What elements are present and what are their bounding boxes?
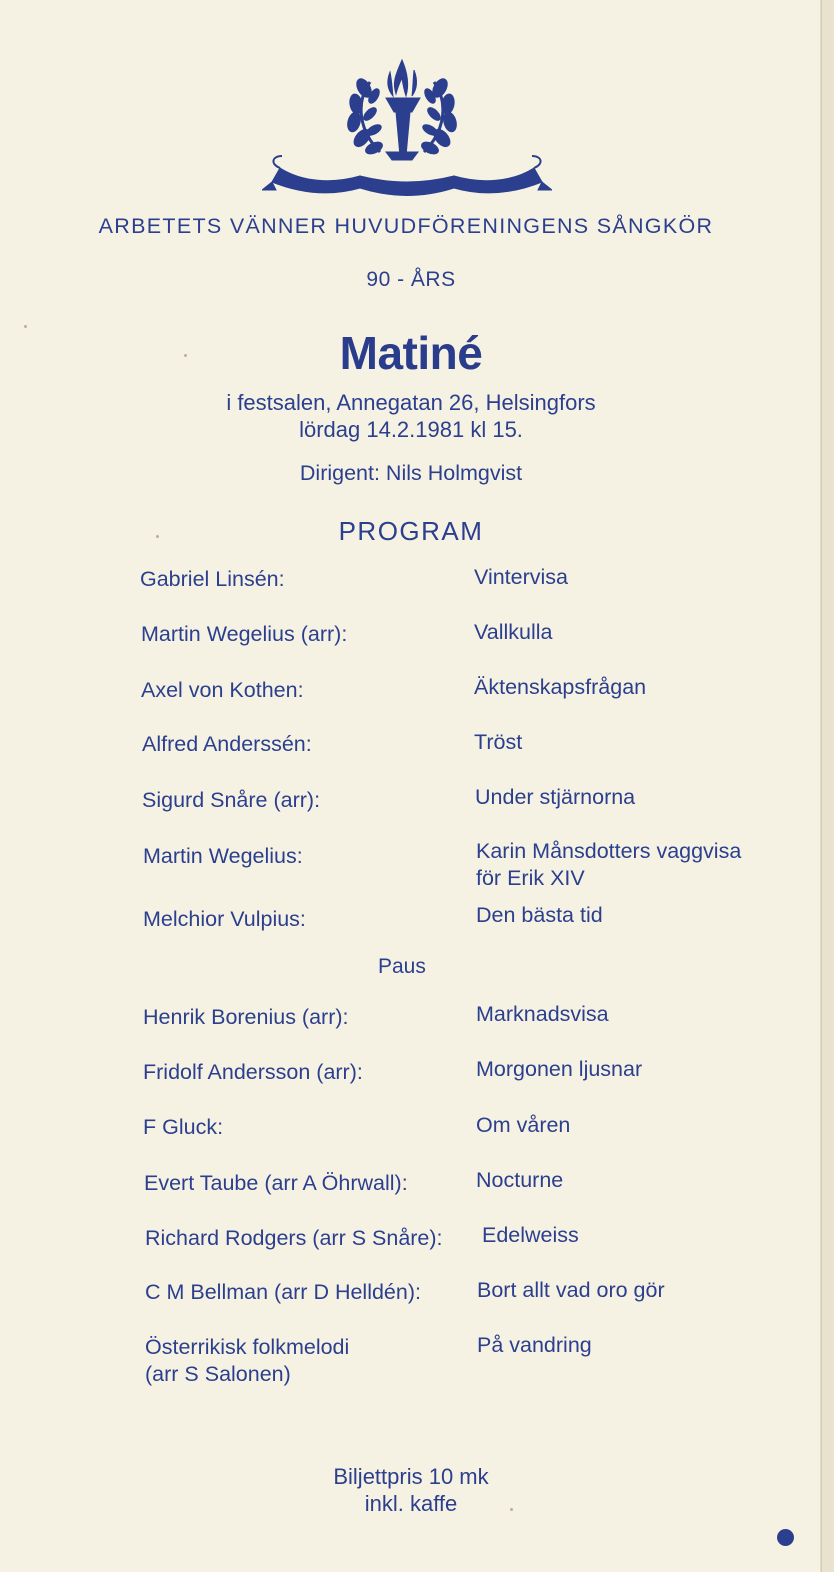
ticket-price — [0, 1463, 822, 1517]
program-piece — [476, 838, 741, 892]
program-composer: Alfred Anderssén: — [142, 732, 312, 756]
program-piece: Vintervisa — [474, 565, 569, 589]
program-piece-line-2: för Erik XIV — [476, 866, 585, 890]
program-composer-line-2: (arr S Salonen) — [145, 1362, 291, 1386]
intermission-label: Paus — [378, 955, 426, 978]
conductor-line: Dirigent: Nils Holmgvist — [299, 461, 523, 485]
torch-wreath-emblem-icon — [262, 52, 552, 208]
program-piece: Om våren — [476, 1113, 571, 1137]
program-composer: Melchior Vulpius: — [143, 907, 306, 931]
program-piece: Under stjärnorna — [475, 785, 636, 809]
program-piece: Nocturne — [476, 1168, 564, 1192]
program-composer: C M Bellman (arr D Helldén): — [145, 1280, 421, 1304]
venue-info — [0, 389, 822, 443]
program-piece: Äktenskapsfrågan — [474, 675, 647, 699]
price-line: Biljettpris 10 mk — [333, 1464, 489, 1489]
program-composer: F Gluck: — [143, 1115, 224, 1139]
program-composer: Sigurd Snåre (arr): — [142, 788, 321, 812]
program-piece: Edelweiss — [482, 1223, 579, 1247]
venue-line-2: lördag 14.2.1981 kl 15. — [299, 417, 523, 442]
punch-hole-dot — [777, 1529, 794, 1546]
society-name: ARBETETS VÄNNER HUVUDFÖRENINGENS SÅNGKÖR — [98, 214, 714, 238]
program-composer-line-1: Österrikisk folkmelodi — [145, 1335, 350, 1359]
event-title: Matiné — [339, 327, 483, 379]
program-piece: Tröst — [474, 730, 523, 754]
program-piece-line-1: Karin Månsdotters vaggvisa — [476, 839, 742, 863]
price-note: inkl. kaffe — [364, 1491, 458, 1516]
program-composer: Henrik Borenius (arr): — [143, 1005, 349, 1029]
program-composer: Fridolf Andersson (arr): — [143, 1060, 363, 1084]
program-piece: Bort allt vad oro gör — [477, 1278, 665, 1302]
program-composer: Evert Taube (arr A Öhrwall): — [144, 1171, 408, 1195]
program-composer: Gabriel Linsén: — [140, 567, 285, 591]
paper-edge — [821, 0, 834, 1572]
program-piece: Den bästa tid — [476, 903, 603, 927]
program-composer — [145, 1334, 349, 1388]
program-heading: PROGRAM — [338, 516, 484, 546]
program-piece: På vandring — [477, 1333, 592, 1357]
anniversary-label: 90 - ÅRS — [366, 268, 456, 291]
program-piece: Vallkulla — [474, 620, 553, 644]
program-composer: Martin Wegelius (arr): — [141, 622, 348, 646]
program-composer: Richard Rodgers (arr S Snåre): — [145, 1226, 443, 1250]
venue-line-1: i festsalen, Annegatan 26, Helsingfors — [226, 390, 596, 415]
program-composer: Martin Wegelius: — [143, 844, 303, 868]
program-piece: Morgonen ljusnar — [476, 1057, 643, 1081]
program-piece: Marknadsvisa — [476, 1002, 609, 1026]
program-composer: Axel von Kothen: — [141, 678, 304, 702]
